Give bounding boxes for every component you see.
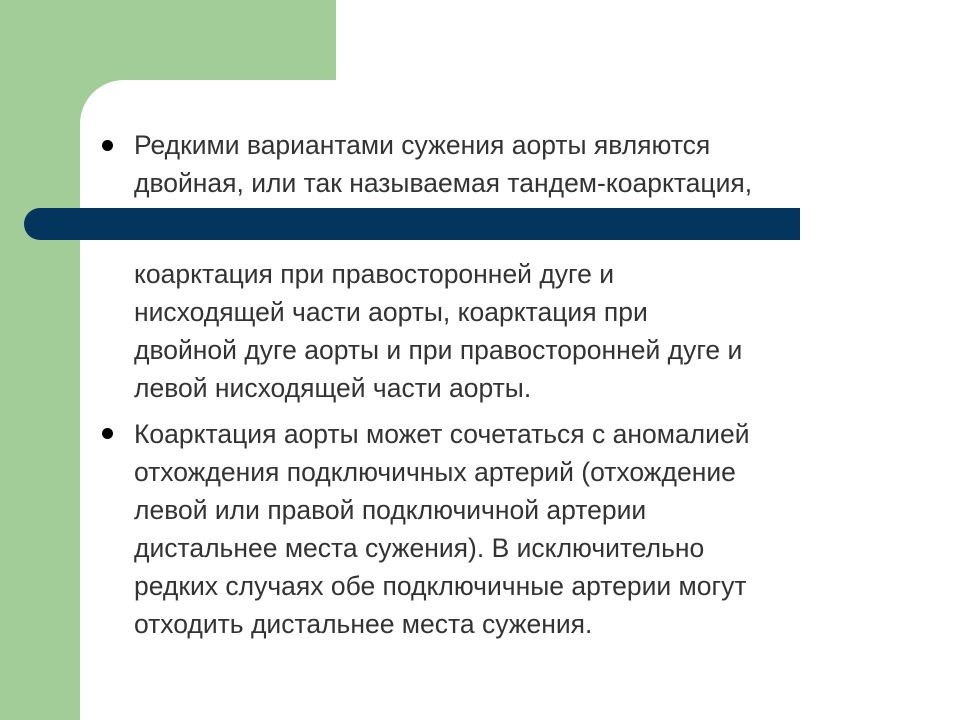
bullet-1-line-1: Редкими вариантами сужения аорты являются [134, 130, 711, 160]
bullet-2-text [134, 415, 894, 643]
bullet-1-line-2: двойная, или так называемая тандем-коарктация, [134, 168, 753, 198]
bullet-2-line-3: левой или правой подключичной артерии [134, 495, 647, 525]
bullet-1-continuation [134, 255, 894, 407]
bullet-2-line-4: дистальнее места сужения). В исключительно [134, 533, 705, 563]
bullet-2-line-1: Коарктация аорты может сочетаться с аномалией [134, 419, 750, 449]
bullet-1-cont-line-4: левой нисходящей части аорты. [134, 373, 532, 403]
bullet-2-line-6: отходить дистальнее места сужения. [134, 609, 593, 639]
bullet-1-cont-line-3: двойной дуге аорты и при правосторонней дуге и [134, 335, 743, 365]
bullet-2-line-5: редких случаях обе подключичные артерии могут [134, 571, 747, 601]
bullet-1-cont-line-2: нисходящей части аорты, коарктация при [134, 297, 648, 327]
bullet-2-line-2: отхождения подключичных артерий (отхождение [134, 457, 736, 487]
bullet-1-text [134, 126, 894, 202]
bullet-dot-icon [102, 140, 113, 151]
bullet-dot-icon [102, 428, 113, 439]
bullet-1-cont-line-1: коарктация при правосторонней дуге и [134, 259, 615, 289]
navy-divider-bar [24, 208, 800, 240]
